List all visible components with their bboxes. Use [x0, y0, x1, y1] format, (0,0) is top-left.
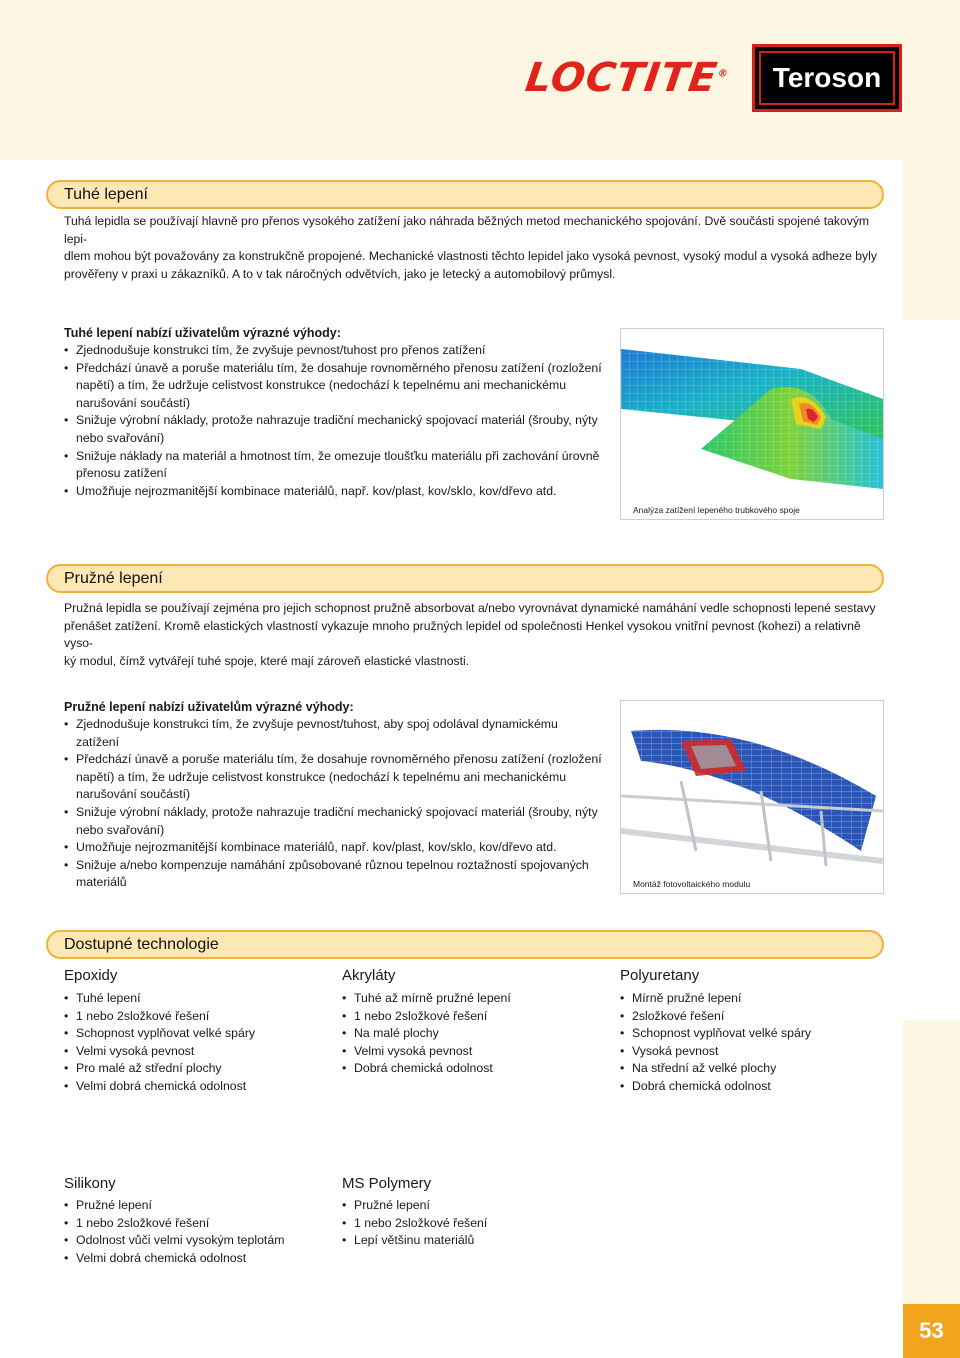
loctite-logo: LOCTITE® — [522, 55, 730, 101]
section-paragraph — [64, 600, 886, 670]
benefits-block — [64, 324, 604, 500]
list-item: • Velmi vysoká pevnost — [64, 1043, 324, 1061]
brand-logos — [522, 44, 902, 112]
tech-group-list — [342, 990, 602, 1078]
stress-analysis-figure — [620, 328, 884, 520]
list-item: • Schopnost vyplňovat velké spáry — [64, 1025, 324, 1043]
stress-analysis-image — [621, 329, 883, 494]
tech-group-list — [64, 990, 324, 1096]
solar-module-figure — [620, 700, 884, 894]
para-line: dlem mohou být považovány za konstrukčně propojené. Mechanické vlastnosti těchto lepidel jako vysoká pevnost, vysoký modul a vysoká adheze byly — [64, 249, 877, 263]
para-line: Tuhá lepidla se používají hlavně pro přenos vysokého zatížení jako náhrada běžných metod mechanického spojování. Dvě součásti spojené takovým lepi- — [64, 214, 870, 246]
list-item: • Lepí většinu materiálů — [342, 1232, 602, 1250]
section-title-text: Tuhé lepení — [64, 185, 148, 203]
benefits-list — [64, 342, 604, 500]
tech-group-title: Polyuretany — [620, 967, 700, 984]
list-item: • Zjednodušuje konstrukci tím, že zvyšuje pevnost/tuhost pro přenos zatížení — [64, 342, 604, 360]
tech-group-list — [342, 1197, 602, 1250]
list-item: • Vysoká pevnost — [620, 1043, 890, 1061]
section-title-technologies — [46, 930, 884, 959]
list-item: • 1 nebo 2složkové řešení — [342, 1215, 602, 1233]
list-item: • Na malé plochy — [342, 1025, 602, 1043]
para-line: prověřeny v praxi u zákazníků. A to v tak náročných odvětvích, jako je letecký a automobilový průmysl. — [64, 266, 616, 281]
section-paragraph — [64, 213, 886, 283]
list-item: • Snižuje a/nebo kompenzuje namáhání způsobované různou tepelnou roztažností spojovaných materiálů — [64, 857, 604, 892]
list-item: • Předchází únavě a poruše materiálu tím, že dosahuje rovnoměrného přenosu zatížení (rozložení napětí) a tím, že udržuje celistvost konstrukce (nedochází k tepelnému ani mechanickému narušování součástí) — [64, 360, 604, 413]
figure-caption: Montáž fotovoltaického modulu — [633, 879, 751, 889]
list-item: • Pružné lepení — [342, 1197, 602, 1215]
side-stripe-lower — [903, 1020, 960, 1304]
tech-group-title: Akryláty — [342, 967, 396, 984]
section-title-rigid — [46, 180, 884, 209]
teroson-logo: Teroson — [752, 44, 902, 112]
list-item: • 1 nebo 2složkové řešení — [64, 1215, 324, 1233]
list-item: • Schopnost vyplňovat velké spáry — [620, 1025, 890, 1043]
benefits-heading: Tuhé lepení nabízí uživatelům výrazné výhody: — [64, 326, 341, 340]
list-item: • Dobrá chemická odolnost — [342, 1060, 602, 1078]
list-item: • Snižuje výrobní náklady, protože nahrazuje tradiční mechanický spojovací materiál (šrouby, nýty nebo svařování) — [64, 412, 604, 447]
list-item: • Mírně pružné lepení — [620, 990, 890, 1008]
list-item: • Na střední až velké plochy — [620, 1060, 890, 1078]
list-item: • Zjednodušuje konstrukci tím, že zvyšuje pevnost/tuhost, aby spoj odolával dynamickému zatížení — [64, 716, 604, 751]
tech-group-list — [64, 1197, 324, 1267]
tech-group-title: Silikony — [64, 1175, 116, 1192]
list-item: • 2složkové řešení — [620, 1008, 890, 1026]
benefits-heading: Pružné lepení nabízí uživatelům výrazné výhody: — [64, 700, 354, 714]
para-line: přenášet zatížení. Kromě elastických vlastností vykazuje mnoho pružných lepidel od společnosti Henkel vysokou vnitřní pevnost (kohezi) a relativně vyso- — [64, 618, 861, 650]
list-item: • Snižuje výrobní náklady, protože nahrazuje tradiční mechanický spojovací materiál (šrouby, nýty nebo svařování) — [64, 804, 604, 839]
list-item: • Tuhé až mírně pružné lepení — [342, 990, 602, 1008]
list-item: • Předchází únavě a poruše materiálu tím, že dosahuje rovnoměrného přenosu zatížení (rozložení napětí) a tím, že udržuje celistvost konstrukce (nedochází k tepelnému ani mechanickému narušování součástí) — [64, 751, 604, 804]
page-number-text: 53 — [919, 1318, 944, 1343]
solar-module-image — [621, 701, 883, 871]
para-line: Pružná lepidla se používají zejména pro jejich schopnost pružně absorbovat a/nebo vyrovnávat dynamické namáhání vedle schopnosti lepené sestavy — [64, 601, 876, 615]
figure-caption: Analýza zatížení lepeného trubkového spoje — [633, 505, 800, 515]
list-item: • Odolnost vůči velmi vysokým teplotám — [64, 1232, 324, 1250]
benefits-block — [64, 698, 604, 892]
list-item: • Velmi dobrá chemická odolnost — [64, 1078, 324, 1096]
tech-group-list — [620, 990, 890, 1096]
section-title-text: Dostupné technologie — [64, 935, 219, 953]
page-number — [903, 1304, 960, 1358]
benefits-list — [64, 716, 604, 892]
list-item: • Velmi dobrá chemická odolnost — [64, 1250, 324, 1268]
tech-group-title: MS Polymery — [342, 1175, 432, 1192]
side-stripe — [903, 160, 960, 320]
list-item: • Tuhé lepení — [64, 990, 324, 1008]
list-item: • Umožňuje nejrozmanitější kombinace materiálů, např. kov/plast, kov/sklo, kov/dřevo atd. — [64, 839, 604, 857]
tech-group-title: Epoxidy — [64, 967, 118, 984]
list-item: • Pro malé až střední plochy — [64, 1060, 324, 1078]
list-item: • Snižuje náklady na materiál a hmotnost tím, že omezuje tloušťku materiálu při zachování úrovně přenosu zatížení — [64, 448, 604, 483]
list-item: • Velmi vysoká pevnost — [342, 1043, 602, 1061]
para-line: ký modul, čímž vytvářejí tuhé spoje, které mají zároveň elastické vlastnosti. — [64, 653, 470, 668]
section-title-flexible — [46, 564, 884, 593]
list-item: • Dobrá chemická odolnost — [620, 1078, 890, 1096]
list-item: • 1 nebo 2složkové řešení — [342, 1008, 602, 1026]
list-item: • Umožňuje nejrozmanitější kombinace materiálů, např. kov/plast, kov/sklo, kov/dřevo atd. — [64, 483, 604, 501]
list-item: • Pružné lepení — [64, 1197, 324, 1215]
section-title-text: Pružné lepení — [64, 569, 163, 587]
list-item: • 1 nebo 2složkové řešení — [64, 1008, 324, 1026]
